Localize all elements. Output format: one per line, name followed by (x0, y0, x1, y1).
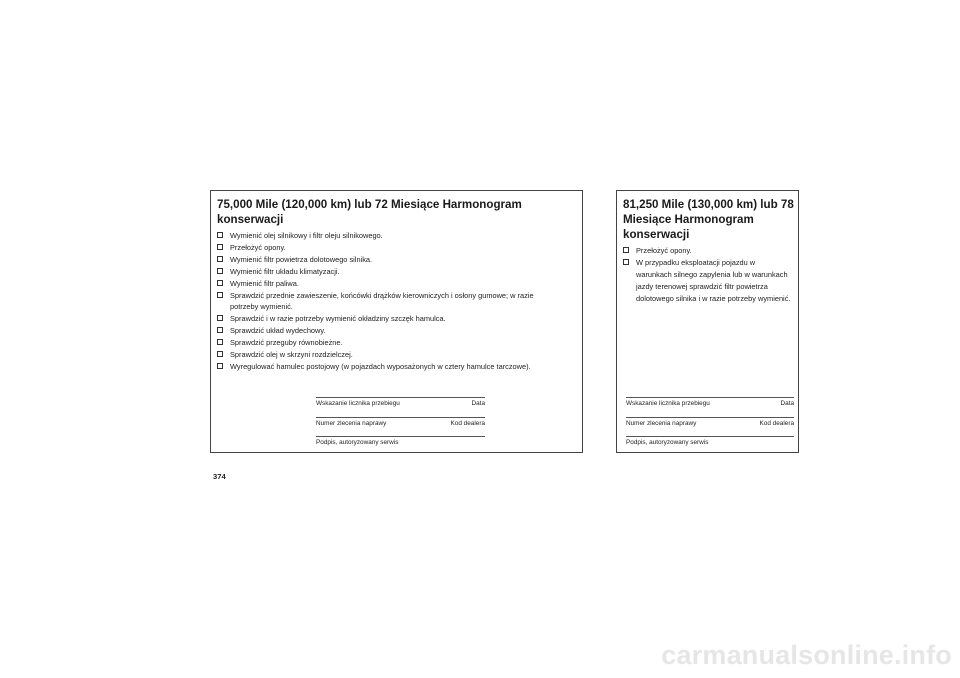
checkbox-icon[interactable] (217, 339, 223, 345)
watermark: carmanualsonline.info (661, 640, 952, 670)
schedule-box-81250 (616, 190, 799, 453)
schedule-box-75000 (210, 190, 583, 453)
task-item: Wymienić olej silnikowy i filtr oleju silnikowego. (217, 230, 576, 242)
checkbox-icon[interactable] (217, 256, 223, 262)
schedule-title: 75,000 Mile (120,000 km) lub 72 Miesiące Harmonogram konserwacji (217, 198, 522, 226)
task-list (211, 230, 582, 373)
checkbox-icon[interactable] (217, 244, 223, 250)
date-label: Data (780, 400, 794, 407)
signature-field-odometer (626, 397, 794, 408)
signature-field-signature (626, 436, 794, 447)
checkbox-icon[interactable] (217, 292, 223, 298)
task-item: Sprawdzić olej w skrzyni rozdzielczej. (217, 349, 576, 361)
signature-field-signature (316, 436, 485, 447)
task-item: Sprawdzić przednie zawieszenie, końcówki drążków kierowniczych i osłony gumowe; w razie potrzeby wymienić. (217, 290, 576, 314)
task-item: Wyregulować hamulec postojowy (w pojazdach wyposażonych w cztery hamulce tarczowe). (217, 361, 576, 373)
task-item: Sprawdzić układ wydechowy. (217, 325, 576, 337)
checkbox-icon[interactable] (623, 259, 629, 265)
task-item: Wymienić filtr paliwa. (217, 278, 576, 290)
odometer-label: Wskazanie licznika przebiegu (626, 400, 710, 407)
schedule-title: 81,250 Mile (130,000 km) lub 78 Miesiące Harmonogram konserwacji (623, 198, 794, 241)
dealer-code-label: Kod dealera (450, 420, 485, 427)
task-item: Wymienić filtr powietrza dolotowego silnika. (217, 254, 576, 266)
order-number-label: Numer zlecenia naprawy (316, 420, 387, 427)
task-item: Sprawdzić przeguby równobieżne. (217, 337, 576, 349)
task-item: Wymienić filtr układu klimatyzacji. (217, 266, 576, 278)
task-item: Sprawdzić i w razie potrzeby wymienić okładziny szczęk hamulca. (217, 313, 576, 325)
odometer-label: Wskazanie licznika przebiegu (316, 400, 400, 407)
checkbox-icon[interactable] (217, 280, 223, 286)
task-item: Przełożyć opony. (217, 242, 576, 254)
signature-field-order (626, 417, 794, 428)
checkbox-icon[interactable] (217, 232, 223, 238)
date-label: Data (471, 400, 485, 407)
checkbox-icon[interactable] (217, 351, 223, 357)
task-list (617, 245, 798, 305)
page-number: 374 (213, 472, 226, 481)
order-number-label: Numer zlecenia naprawy (626, 420, 697, 427)
signature-label: Podpis, autoryzowany serwis (316, 439, 399, 446)
signature-field-odometer (316, 397, 485, 408)
checkbox-icon[interactable] (217, 363, 223, 369)
task-item: W przypadku eksploatacji pojazdu w warunkach silnego zapylenia lub w warunkach jazdy terenowej sprawdzić filtr powietrza dolotowego silnika i w razie potrzeby wymienić. (623, 257, 792, 305)
checkbox-icon[interactable] (623, 247, 629, 253)
task-item: Przełożyć opony. (623, 245, 792, 257)
checkbox-icon[interactable] (217, 315, 223, 321)
checkbox-icon[interactable] (217, 327, 223, 333)
signature-label: Podpis, autoryzowany serwis (626, 439, 709, 446)
dealer-code-label: Kod dealera (759, 420, 794, 427)
signature-field-order (316, 417, 485, 428)
checkbox-icon[interactable] (217, 268, 223, 274)
